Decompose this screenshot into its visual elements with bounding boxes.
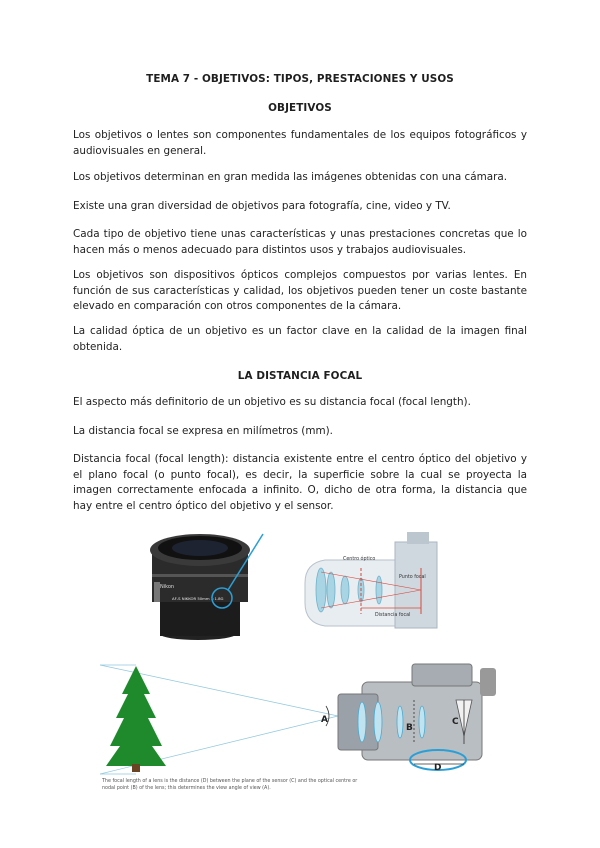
paragraph-2: Los objetivos determinan en gran medida las imágenes obtenidas con una cámara. <box>73 171 508 183</box>
figure-caption: The focal length of a lens is the distance (D) between the plane of the sensor (C) and the optical centre or nodal point (B) of the lens; this determines the view angle of view (A). <box>102 779 358 791</box>
label-c: C <box>452 717 459 727</box>
label-a: A <box>321 715 328 725</box>
lens-brand-text: Nikon <box>160 584 175 590</box>
label-b: B <box>406 723 413 733</box>
paragraph-6: La calidad óptica de un objetivo es un factor clave en la calidad de la imagen final obtenida. <box>73 325 527 353</box>
paragraph-4: Cada tipo de objetivo tiene unas características y unas prestaciones concretas que lo hacen más o menos adecuado para distintos usos y trabajos audiovisuales. <box>73 228 527 256</box>
document-title: TEMA 7 - OBJETIVOS: TIPOS, PRESTACIONES Y USOS <box>146 73 454 85</box>
label-d: D <box>434 763 442 773</box>
paragraph-9: Distancia focal (focal length): distancia existente entre el centro óptico del objetivo y el plano focal (o punto focal), es decir, la superficie sobre la cual se proyecta la imagen correctamente enfocada a infinito. O, dicho de otra forma, la distancia que hay entre el centro óptico del objetivo y el sensor. <box>73 453 527 512</box>
section-heading-objetivos: OBJETIVOS <box>268 102 332 114</box>
section-heading-distancia-focal: LA DISTANCIA FOCAL <box>237 370 363 382</box>
paragraph-3: Existe una gran diversidad de objetivos para fotografía, cine, video y TV. <box>73 200 451 212</box>
paragraph-5: Los objetivos son dispositivos ópticos complejos compuestos por varias lentes. En función de sus características y calidad, los objetivos pueden tener un coste bastante elevado en comparación con otros componentes de la cámara. <box>73 269 527 313</box>
lens-model-text: AF-S NIKKOR 50mm 1:1.8G <box>172 596 224 601</box>
camera-lens-photo <box>138 530 268 642</box>
tree-icon <box>106 666 166 772</box>
center-optical-label: Centro óptico <box>343 557 376 562</box>
focal-distance-label: Distancia focal <box>375 613 411 618</box>
angle-of-view-diagram <box>100 660 500 778</box>
focal-distance-diagram <box>295 528 450 636</box>
focal-point-label: Punto focal <box>399 575 426 580</box>
paragraph-1: Los objetivos o lentes son componentes fundamentales de los equipos fotográficos y audiovisuales en general. <box>73 129 527 157</box>
paragraph-8: La distancia focal se expresa en milímetros (mm). <box>73 425 333 437</box>
camera-cutaway-icon <box>338 664 496 760</box>
paragraph-7: El aspecto más definitorio de un objetivo es su distancia focal (focal length). <box>73 396 471 408</box>
